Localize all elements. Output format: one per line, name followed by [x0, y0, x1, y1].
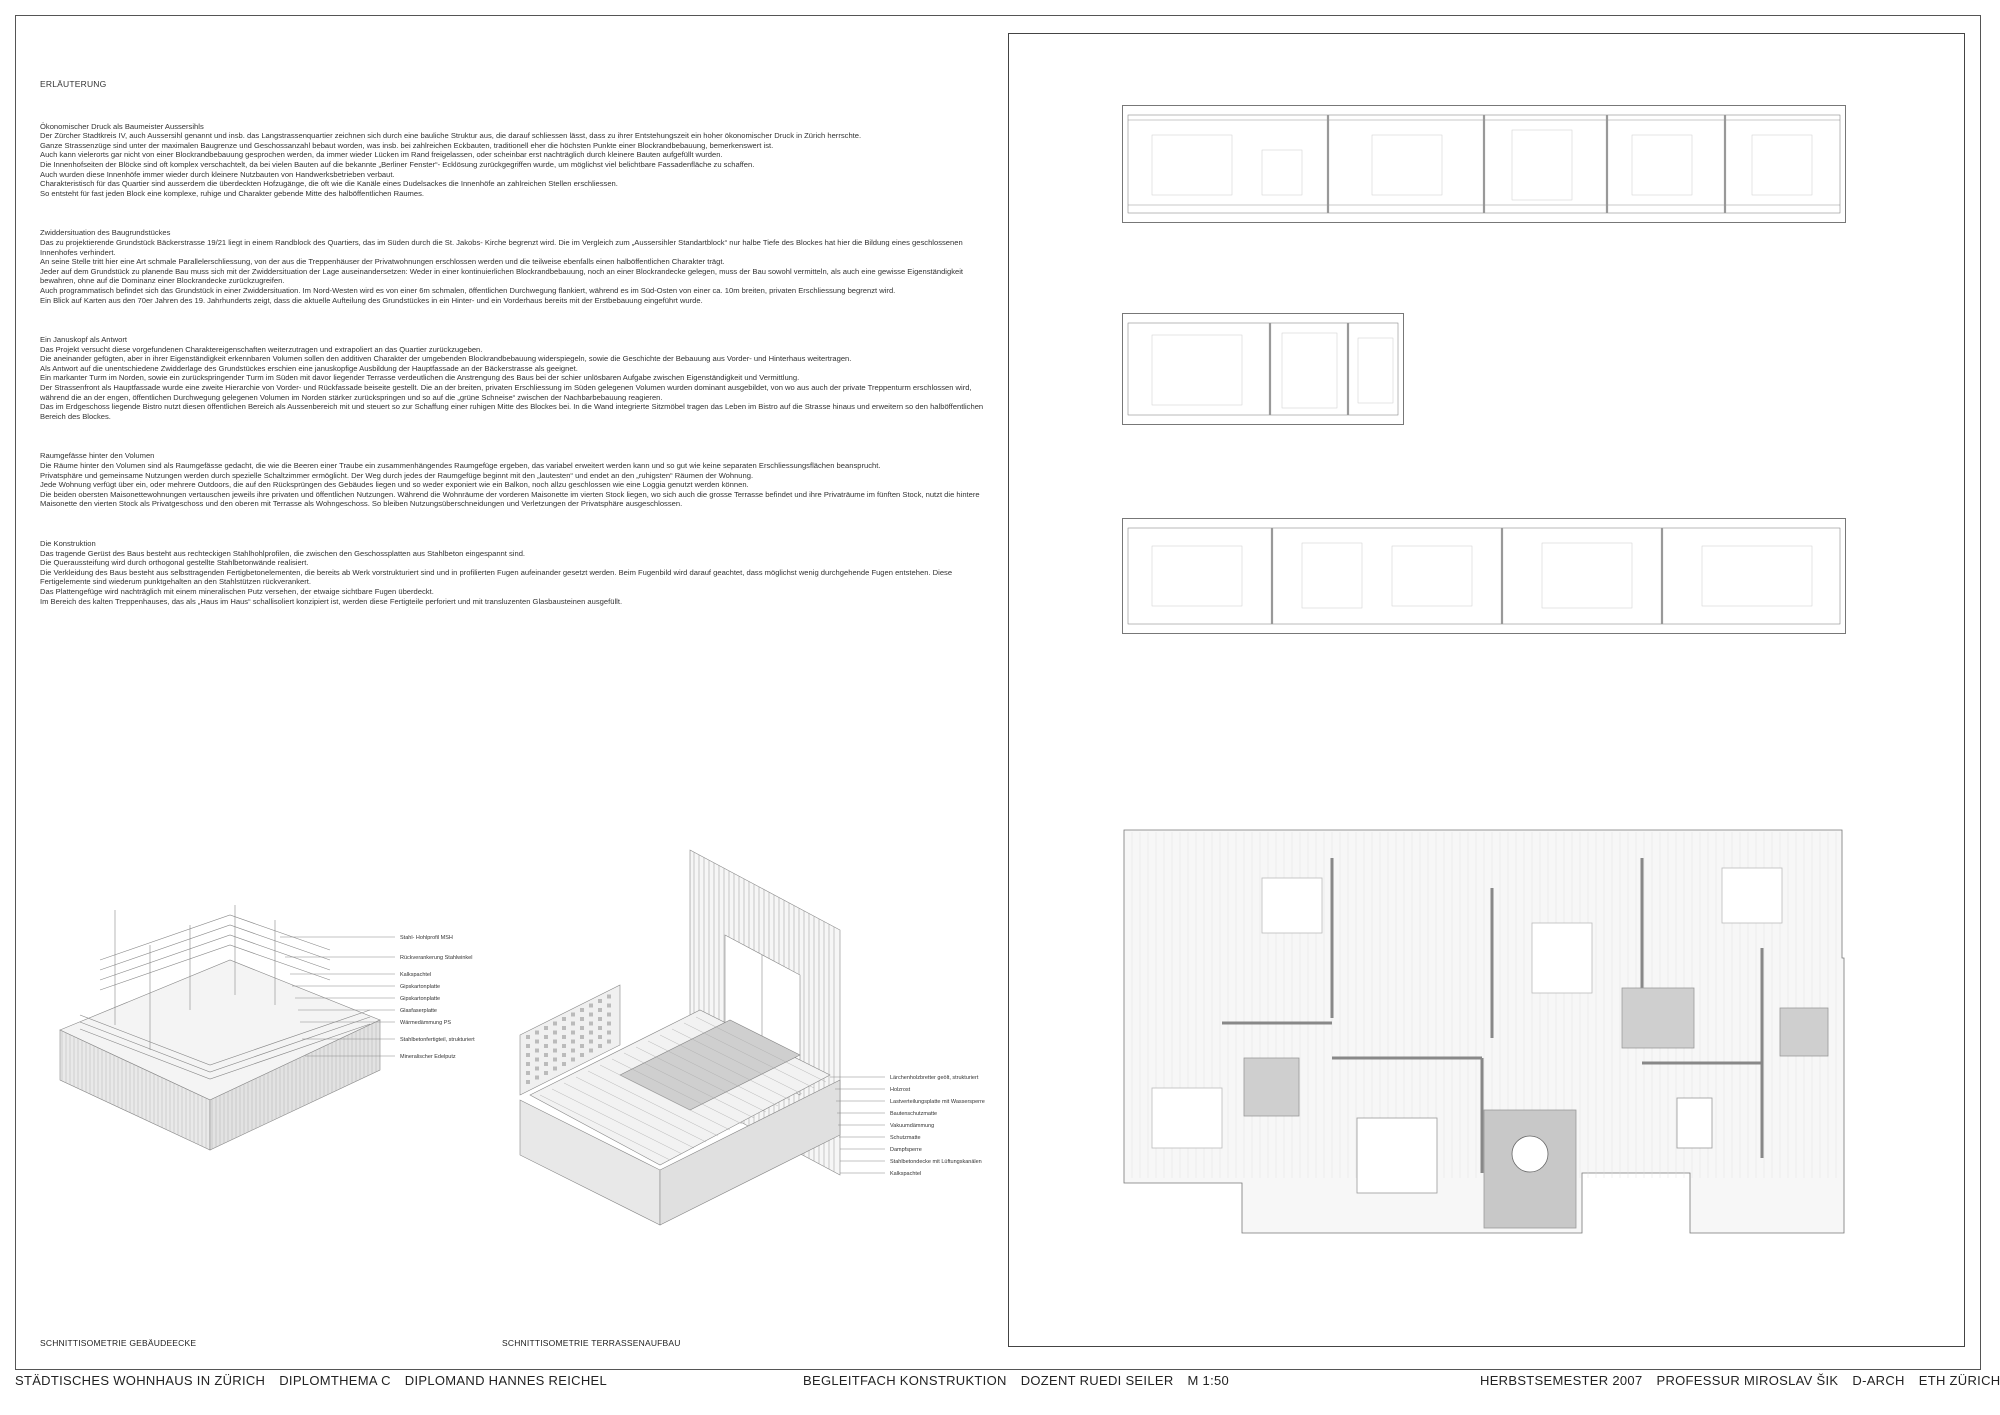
footer-right: [1480, 1373, 2000, 1388]
footer-item: DIPLOMTHEMA C: [279, 1373, 391, 1388]
footer-item: DIPLOMAND HANNES REICHEL: [404, 1373, 608, 1388]
section-paragraph: Die Innenhofseiten der Blöcke sind oft komplex verschachtelt, da bei vielen Bauten auf die bekannte „Berliner Fenster“- Ecklösung zurückgegriffen wurde, um möglichst viel belichtbare Fassadenfläche zu schaffen.: [40, 159, 755, 169]
section-elevation-3: [1122, 518, 1846, 634]
isometric-building-corner: [40, 900, 480, 1160]
section-paragraph: Ein Blick auf Karten aus den 70er Jahren des 19. Jahrhunderts zeigt, dass die aktuelle Aufteilung des Grundstückes in ein Hinter- und ein Vorderhaus bereits mit der Erstbebauung eingeführt wurde.: [40, 295, 703, 305]
iso-layer-label: Lärchenholzbretter geölt, strukturiert: [890, 1075, 979, 1081]
iso-layer-label: Stahlbetonfertigteil, strukturiert: [400, 1037, 475, 1043]
explanation-sections: [40, 122, 990, 607]
section-paragraph: Im Bereich des kalten Treppenhauses, das als „Haus im Haus“ schallisoliert konzipiert ist, werden diese Fertigteile perforiert und mit transluzenten Glasbausteinen ausgefüllt.: [40, 596, 623, 606]
section-paragraph: Die Räume hinter den Volumen sind als Raumgefässe gedacht, die wie die Beeren einer Traube ein zusammenhängendes Raumgefüge ergeben, das variabel erweitert werden kann und so gut wie keine separaten Erschliessungsflächen beansprucht.: [40, 461, 881, 471]
floor-plan: [1122, 828, 1848, 1238]
text-section: [40, 451, 990, 509]
section-paragraph: Die aneinander gefügten, aber in ihrer Eigenständigkeit erkennbaren Volumen sollen den additiven Charakter der umgebenden Blockrandbebauung widerspiegeln, sowie die Geschichte der Bebauung aus Vorder- und Hinterhaus weitertragen.: [40, 354, 852, 364]
footer-item: D-ARCH: [1852, 1373, 1905, 1388]
section-title: Die Konstruktion: [40, 539, 96, 548]
section-title: Zwiddersituation des Baugrundstückes: [40, 228, 171, 238]
section-paragraph: Der Zürcher Stadtkreis IV, auch Aussersihl genannt und insb. das Langstrassenquartier zeichnen sich durch eine bauliche Struktur aus, die darauf schliessen lässt, dass zu ihrer Entstehungszeit ein hoher ökonomischer Druck in Zürich herrschte.: [40, 131, 862, 141]
iso-layer-label: Gipskartonplatte: [400, 984, 441, 990]
iso-layer-label: Bautenschutzmatte: [890, 1111, 938, 1117]
section-title: Raumgefässe hinter den Volumen: [40, 451, 155, 461]
iso-layer-label: Vakuumdämmung: [890, 1123, 935, 1129]
section-paragraph: Der Strassenfront als Hauptfassade wurde eine zweite Hierarchie von Vorder- und Rückfassade beiseite gestellt. Die an der breiten, privaten Erschliessung im Süden gelegenen Volumen wurden dominant ausgebildet, von wo aus auch der private Treppenturm erschlossen wird, während die an der engen, öffentlichen Durchwegung gelegenen Volumen im Norden stärker zurückspringen und so auf die „grüne Schneise“ zwischen der Nachbarbebauung reagieren.: [40, 383, 972, 402]
section-paragraph: Das Plattengefüge wird nachträglich mit einem mineralischen Putz versehen, der etwaige sichtbare Fugen überdeckt.: [40, 586, 434, 596]
section-elevation-1: [1122, 105, 1846, 223]
footer-item: PROFESSUR MIROSLAV ŠIK: [1656, 1373, 1839, 1388]
section-paragraph: Privatsphäre und gemeinsame Nutzungen werden durch spezielle Schaltzimmer ermöglicht. Der Weg durch jedes der Raumgefüge beginnt mit den „lautesten“ und endet an den „ruhigsten“ Räumen der Wohnung.: [40, 470, 754, 480]
section-paragraph: Die Queraussteifung wird durch orthogonal gestellte Stahlbetonwände realisiert.: [40, 558, 309, 568]
section-title: Ökonomischer Druck als Baumeister Aussersihls: [40, 121, 204, 131]
caption-terrace: SCHNITTISOMETRIE TERRASSENAUFBAU: [502, 1338, 681, 1348]
iso-layer-label: Wärmedämmung PS: [400, 1020, 452, 1026]
caption-building-corner: SCHNITTISOMETRIE GEBÄUDEECKE: [40, 1338, 197, 1348]
footer-item: DOZENT RUEDI SEILER: [1020, 1373, 1174, 1388]
iso-layer-label: Lastverteilungsplatte mit Wassersperre: [890, 1099, 985, 1105]
footer-item: STÄDTISCHES WOHNHAUS IN ZÜRICH: [15, 1373, 266, 1388]
footer-item: BEGLEITFACH KONSTRUKTION: [803, 1373, 1007, 1388]
iso-layer-label: Mineralischer Edelputz: [400, 1054, 456, 1060]
section-paragraph: Auch programmatisch befindet sich das Grundstück in einer Zwiddersituation. Im Nord-Westen wird es von einer 6m schmalen, öffentlichen Durchwegung flankiert, während es im Süd-Osten von einer ca. 10m breiten, privaten Erschliessung begrenzt wird.: [40, 285, 896, 295]
iso-layer-label: Gipskartonplatte: [400, 996, 441, 1002]
section-paragraph: Die beiden obersten Maisonettewohnungen vertauschen jeweils ihre privaten und öffentlichen Nutzungen. Während die Wohnräume der vorderen Maisonette im vierten Stock liegen, wo sich auch die grosse Terrasse befindet und ihre Privaträume im fünften Stock, nutzt die hintere Maisonette den vierten Stock als Privatgeschoss und den oberen mit Terrasse als Wohngeschoss. So bleiben Nutzungsüberschneidungen und Verletzungen der Privatsphäre ausgeschlossen.: [40, 489, 980, 509]
section-paragraph: Als Antwort auf die unentschiedene Zwidderlage des Grundstückes erschien eine januskopfige Ausbildung der Hauptfassade an der Bäckerstrasse als geeignet.: [40, 363, 578, 373]
section-paragraph: Jeder auf dem Grundstück zu planende Bau muss sich mit der Zwiddersituation der Lage auseinandersetzen: Weder in einer kontinuierlichen Blockrandbebauung, noch an einer Blockrandecke gelegen, muss der Bau sowohl vermitteln, als auch eine gewisse Eigenständigkeit bewahren, ohne auf die Dominanz einer Blockrandecke zurückzugreifen.: [40, 266, 964, 286]
iso-layer-label: Kalkspachtel: [400, 972, 432, 978]
text-section: [40, 539, 990, 606]
iso-layer-label: Kalkspachtel: [890, 1171, 922, 1177]
text-section: [40, 228, 990, 305]
isometric-terrace: [500, 845, 1000, 1255]
explanation-heading: ERLÄUTERUNG: [40, 79, 107, 89]
section-paragraph: Das zu projektierende Grundstück Bäckerstrasse 19/21 liegt in einem Randblock des Quartiers, das im Süden durch die St. Jakobs- Kirche begrenzt wird. Die im Vergleich zum „Aussersihler Standartblock“ nur halbe Tiefe des Blockes hat hier die Bildung eines geschlossenen Innenhofes verhindert.: [40, 237, 963, 257]
section-paragraph: Das tragende Gerüst des Baus besteht aus rechteckigen Stahlhohlprofilen, die zwischen den Geschossplatten aus Stahlbeton eingespannt sind.: [40, 548, 526, 558]
section-title: Ein Januskopf als Antwort: [40, 335, 127, 345]
iso-layer-label: Stahlbetondecke mit Lüftungskanälen: [890, 1159, 982, 1165]
section-paragraph: Die Verkleidung des Baus besteht aus selbsttragenden Fertigbetonelementen, die bereits ab Werk vorstrukturiert sind und in profilierten Fugen aufeinander gesetzt werden. Beim Fugenbild wird darauf geachtet, dass möglichst wenig durchgehende Fugen entstehen. Diese Fertigelemente sind wiederum punktgehalten an den Stahlstützen rückverankert.: [40, 567, 953, 587]
section-paragraph: An seine Stelle tritt hier eine Art schmale Parallelerschliessung, von der aus die Treppenhäuser der Privatwohnungen erschlossen werden und die teilweise ebenfalls einen halböffentlichen Charakter trägt.: [40, 257, 725, 267]
section-paragraph: Auch wurden diese Innenhöfe immer wieder durch kleinere Nutzbauten von Handwerksbetrieben verbaut.: [40, 169, 395, 179]
footer-item: M 1:50: [1187, 1373, 1230, 1388]
section-paragraph: Ganze Strassenzüge sind unter der maximalen Baugrenze und Geschossanzahl bebaut worden, was insb. bei zahlreichen Eckbauten, traditionell eher die höchsten Punkte einer Blockrandbebauung, bemerkenswert ist.: [40, 140, 774, 150]
iso-layer-label: Stahl- Hohlprofil MSH: [400, 935, 453, 941]
section-paragraph: Das Projekt versucht diese vorgefundenen Charaktereigenschaften weiterzutragen und extrapoliert an das Quartier zurückzugeben.: [40, 344, 483, 354]
section-paragraph: Charakteristisch für das Quartier sind ausserdem die überdeckten Hofzugänge, die oft wie die Kanäle eines Dudelsackes die Innenhöfe an zahlreichen Stellen erschliessen.: [40, 179, 618, 189]
section-paragraph: Jede Wohnung verfügt über ein, oder mehrere Outdoors, die auf den Rücksprüngen des Gebäudes liegen und so weder exponiert wie ein Balkon, noch allzu geschlossen wie eine Loggia genutzt werden können.: [40, 480, 749, 490]
iso-layer-label: Rückverankerung Stahlwinkel: [400, 955, 473, 961]
iso-right-labels: [890, 1075, 985, 1177]
iso-layer-label: Dampfsperre: [890, 1147, 922, 1153]
section-paragraph: Das im Erdgeschoss liegende Bistro nutzt diesen öffentlichen Bereich als Aussenbereich mit und steuert so zur Schaffung einer ruhigen Mitte des Blockes bei. In die Wand integrierte Sitzmöbel tragen das Leben im Bistro auf die Strasse hinaus und erweitern so den halböffentlichen Bereich des Blockes.: [40, 402, 984, 421]
footer-left: [15, 1373, 621, 1388]
iso-left-labels: [400, 935, 475, 1060]
iso-layer-label: Schutzmatte: [890, 1135, 921, 1141]
explanation-text: [40, 80, 990, 636]
iso-layer-label: Glasfaserplatte: [400, 1008, 437, 1014]
section-elevation-2: [1122, 313, 1404, 425]
section-paragraph: Auch kann vielerorts gar nicht von einer Blockrandbebauung gesprochen werden, da immer wieder Lücken im Rand freigelassen, oder scheinbar erst nachträglich durch kleinere Bauten aufgefüllt wurden.: [40, 150, 723, 160]
text-section: [40, 335, 990, 421]
section-paragraph: Ein markanter Turm im Norden, sowie ein zurückspringender Turm im Süden mit davor liegender Terrasse verdeutlichen die Anstrengung des Baus bei der schier unlösbaren Aufgabe zwischen Eigenständigkeit und Vermittlung.: [40, 373, 800, 383]
footer-item: ETH ZÜRICH: [1918, 1373, 2000, 1388]
section-paragraph: So entsteht für fast jeden Block eine komplexe, ruhige und Charakter gebende Mitte des halböffentlichen Raumes.: [40, 188, 424, 198]
footer-item: HERBSTSEMESTER 2007: [1480, 1373, 1643, 1388]
text-section: [40, 122, 990, 199]
footer-center: [803, 1373, 1243, 1388]
iso-layer-label: Holzrost: [890, 1087, 911, 1093]
